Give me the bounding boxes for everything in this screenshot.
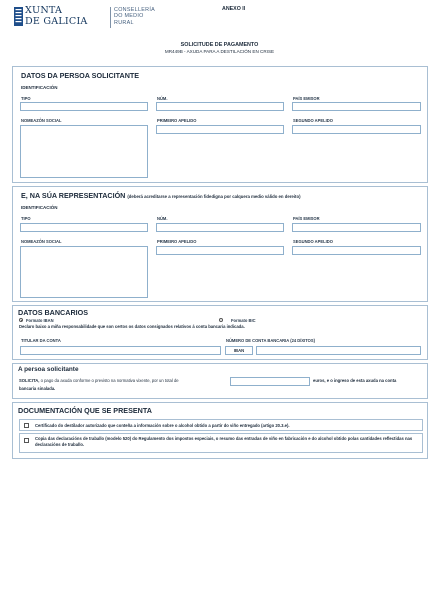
- applicant-apelido2-field[interactable]: [292, 125, 421, 134]
- applicant-num-label: NÚM.: [157, 96, 168, 101]
- xunta-logo: [14, 6, 154, 30]
- format-bic-radio[interactable]: [219, 318, 223, 322]
- request-text-end: bancaria sinalada.: [19, 386, 56, 391]
- representative-section-title: E, NA SÚA REPRESENTACIÓN (deberá acreditarse a representación fidedigna por calquera medio válido en dereito): [21, 191, 301, 200]
- logo-wordmark: XUNTA DE GALICIA: [25, 5, 88, 27]
- account-number-field[interactable]: [256, 346, 421, 355]
- representative-nomeazon-field[interactable]: [20, 246, 148, 298]
- applicant-num-field[interactable]: [156, 102, 284, 111]
- representative-apelido1-field[interactable]: [156, 246, 284, 255]
- representative-identification-heading: IDENTIFICACIÓN: [21, 205, 58, 210]
- request-text-after: euros, e o ingreso de esta axuda na conta: [313, 378, 397, 383]
- representative-apelido1-label: PRIMEIRO APELIDO: [157, 239, 197, 244]
- applicant-nomeazon-field[interactable]: [20, 125, 148, 178]
- documentation-section-title: DOCUMENTACIÓN QUE SE PRESENTA: [18, 406, 152, 415]
- total-amount-field[interactable]: [230, 377, 310, 386]
- applicant-section-title: DATOS DA PERSOA SOLICITANTE: [21, 71, 140, 80]
- applicant-pais-field[interactable]: [292, 102, 421, 111]
- format-iban-radio[interactable]: [19, 318, 23, 322]
- applicant-apelido1-field[interactable]: [156, 125, 284, 134]
- document-item-checkbox[interactable]: [24, 438, 29, 443]
- xunta-emblem-icon: [14, 7, 23, 26]
- representative-num-field[interactable]: [156, 223, 284, 232]
- logo-divider: [110, 7, 111, 28]
- department-name: CONSELLERÍA DO MEDIO RURAL: [114, 7, 156, 26]
- iban-tag: IBAN: [225, 346, 253, 355]
- account-holder-field[interactable]: [20, 346, 221, 355]
- applicant-pais-label: PAÍS EMISOR: [293, 96, 320, 101]
- request-section-title: A persoa solicitante: [18, 366, 79, 373]
- representative-pais-field[interactable]: [292, 223, 421, 232]
- representative-apelido2-field[interactable]: [292, 246, 421, 255]
- representative-nomeazon-label: NOMEAZÓN SOCIAL: [21, 239, 62, 244]
- document-item: [19, 433, 423, 453]
- documentation-section: [12, 402, 428, 459]
- document-item-text: Certificado do destilador autorizado que conteña a información sobre o alcohol obtido a partir do viño entregado (artigo 20.3.e).: [35, 422, 290, 428]
- request-section: [12, 363, 428, 399]
- bank-declaration: Declaro baixo a miña responsabilidade que son certos os datos consignados relativos á conta bancaria indicada.: [19, 324, 245, 329]
- format-bic-label: Formato BIC: [231, 318, 256, 323]
- annex-label: ANEXO II: [222, 6, 246, 12]
- request-text-line1: SOLICITA, o pago da axuda conforme o previsto na normativa vixente, por un total de: [19, 378, 179, 383]
- applicant-nomeazon-label: NOMEAZÓN SOCIAL: [21, 118, 62, 123]
- bank-section: [12, 305, 428, 360]
- representative-tipo-field[interactable]: [20, 223, 148, 232]
- applicant-tipo-field[interactable]: [20, 102, 148, 111]
- account-holder-label: TITULAR DA CONTA: [21, 338, 61, 343]
- document-title: SOLICITUDE DE PAGAMENTO: [180, 42, 259, 48]
- document-item-checkbox[interactable]: [24, 423, 29, 428]
- document-item: [19, 419, 423, 431]
- applicant-identification-heading: IDENTIFICACIÓN: [21, 85, 58, 90]
- applicant-apelido1-label: PRIMEIRO APELIDO: [157, 118, 197, 123]
- representative-section: [12, 186, 428, 302]
- document-subtitle: MR449B - AXUDA PARA A DESTILACIÓN EN CRISE: [164, 49, 275, 54]
- representative-num-label: NÚM.: [157, 216, 168, 221]
- applicant-tipo-label: TIPO: [21, 96, 31, 101]
- applicant-section: [12, 66, 428, 183]
- document-item-text: Copia das declaracións de traballo (modelo 520) do Regulamento dos impostos especiais, o resumo das entradas de viño en fabricación e do alcohol obtido polas cantidades reflectidas nas declaracións de traballo.: [35, 436, 413, 448]
- bank-section-title: DATOS BANCARIOS: [18, 308, 89, 317]
- format-iban-label: Formato IBAN: [26, 318, 54, 323]
- representative-tipo-label: TIPO: [21, 216, 31, 221]
- representative-pais-label: PAÍS EMISOR: [293, 216, 320, 221]
- representative-apelido2-label: SEGUNDO APELIDO: [293, 239, 333, 244]
- account-number-label: NÚMERO DE CONTA BANCARIA (24 DÍXITOS): [226, 338, 315, 343]
- applicant-apelido2-label: SEGUNDO APELIDO: [293, 118, 333, 123]
